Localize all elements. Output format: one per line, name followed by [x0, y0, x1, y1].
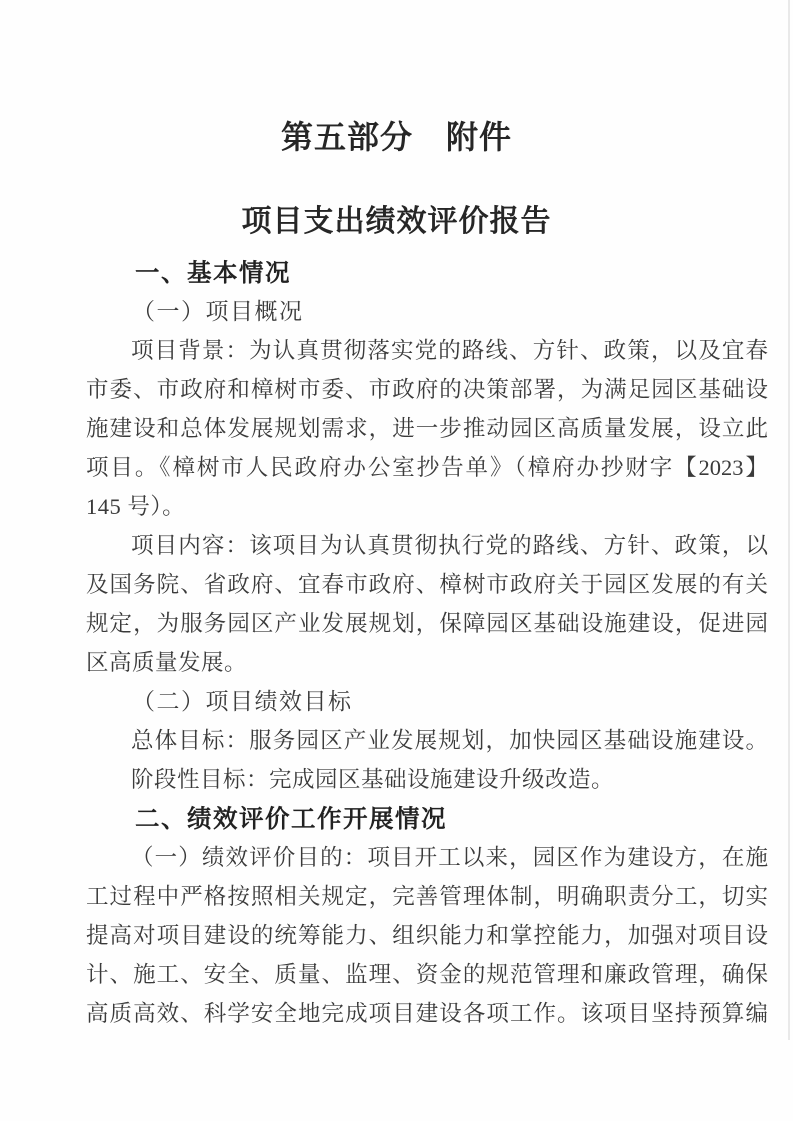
section-heading: 一、基本情况: [135, 258, 291, 287]
report-title: 项目支出绩效评价报告: [241, 205, 552, 238]
part-title: 第五部分 附件: [280, 119, 512, 155]
body-text-line: 项目背景：为认真贯彻落实党的路线、方针、政策，以及宜春: [131, 338, 768, 363]
sub-heading: （二）项目绩效目标: [132, 689, 353, 714]
body-text-line: （一）绩效评价目的：项目开工以来，园区作为建设方，在施: [131, 845, 768, 870]
body-text-line: 工过程中严格按照相关规定，完善管理体制，明确职责分工，切实: [86, 884, 768, 909]
section-heading: 二、绩效评价工作开展情况: [135, 804, 447, 833]
sub-heading: （一）项目概况: [132, 299, 304, 324]
body-text-line: 提高对项目建设的统筹能力、组织能力和掌控能力，加强对项目设: [86, 923, 768, 948]
scan-edge-artifact: [788, 0, 790, 1040]
body-text-line: 项目内容：该项目为认真贯彻执行党的路线、方针、政策，以: [131, 533, 768, 558]
body-text-line: 及国务院、省政府、宜春市政府、樟树市政府关于园区发展的有关: [86, 572, 768, 597]
body-text-line: 145 号）。: [86, 494, 186, 519]
body-text-line: 计、施工、安全、质量、监理、资金的规范管理和廉政管理，确保: [86, 962, 768, 987]
body-text-line: 阶段性目标：完成园区基础设施建设升级改造。: [131, 767, 615, 792]
body-text-line: 施建设和总体发展规划需求，进一步推动园区高质量发展，设立此: [86, 416, 768, 441]
body-text-line: 项目。《樟树市人民政府办公室抄告单》（樟府办抄财字【2023】: [86, 455, 768, 480]
body-text-line: 高质高效、科学安全地完成项目建设各项工作。该项目坚持预算编: [86, 1001, 768, 1026]
document-body: [86, 253, 768, 1033]
body-text-line: 规定，为服务园区产业发展规划，保障园区基础设施建设，促进园: [86, 611, 768, 636]
body-text-line: 总体目标：服务园区产业发展规划，加快园区基础设施建设。: [131, 728, 768, 753]
body-text-line: 市委、市政府和樟树市委、市政府的决策部署，为满足园区基础设: [86, 377, 768, 402]
body-text-line: 区高质量发展。: [86, 650, 248, 675]
